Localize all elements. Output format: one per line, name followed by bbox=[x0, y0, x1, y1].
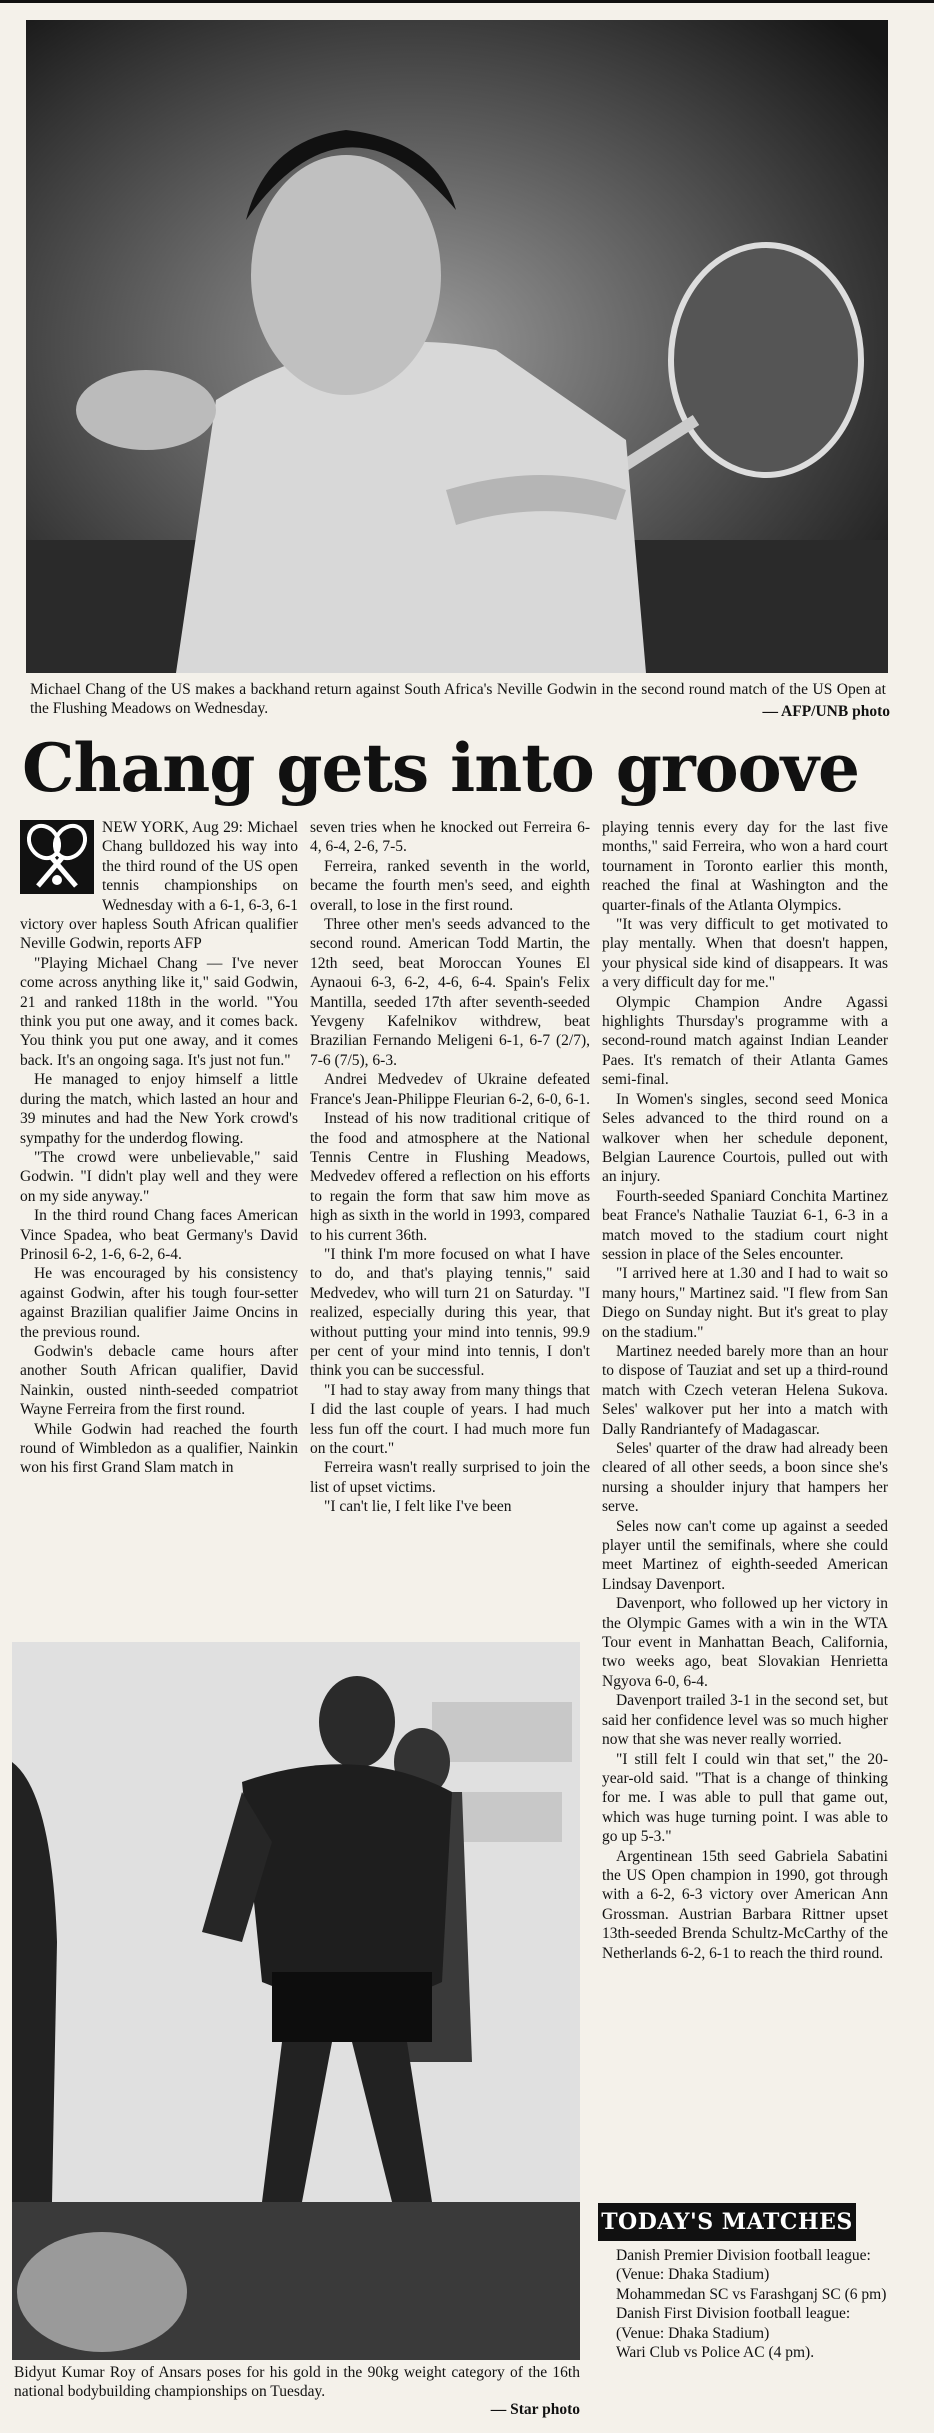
todays-matches-list bbox=[602, 2246, 888, 2362]
paragraph: "I arrived here at 1.30 and I had to wait so many hours," Martinez said. "I flew from San Diego on Sunday night. But it's great to play on the stadium." bbox=[602, 1265, 888, 1341]
top-photo-credit: — AFP/UNB photo bbox=[762, 703, 890, 720]
paragraph: Ferreira wasn't really surprised to join the list of upset victims. bbox=[310, 1459, 590, 1496]
paragraph: Three other men's seeds advanced to the second round. American Todd Martin, the 12th seed, beat Moroccan Younes El Aynaoui 6-3, 6-2, 4-6, 6-4. Spain's Felix Mantilla, seeded 17th after seventh-seeded Yevgeny Kafelnikov withdrew, beat Brazilian Fernando Meligeni 6-1, 6-7 (2/7), 7-6 (7/5), 6-3. bbox=[310, 916, 590, 1069]
paragraph: Davenport trailed 3-1 in the second set, but said her confidence level was so much higher now that she was never really worried. bbox=[602, 1692, 888, 1749]
paragraph: Davenport, who followed up her victory in the Olympic Games with a win in the WTA Tour event in Manhattan Beach, California, two weeks ago, beat Slovakian Henrietta Ngyova 6-0, 6-4. bbox=[602, 1595, 888, 1690]
paragraph: "I can't lie, I felt like I've been bbox=[324, 1498, 512, 1516]
bottom-photo-credit: — Star photo bbox=[490, 2401, 580, 2418]
paragraph: He was encouraged by his consistency against Godwin, after his tough four-setter against Brazilian qualifier Jaime Oncins in the previous round. bbox=[20, 1265, 298, 1341]
paragraph: "The crowd were unbelievable," said Godwin. "I didn't play well and they were on my side anyway." bbox=[20, 1148, 298, 1205]
paragraph: "I still felt I could win that set," the 20-year-old said. "That is a change of thinking for me. I was able to pull that game out, which was huge turning point. I was able to go up 5-3." bbox=[602, 1750, 888, 1846]
paragraph: Godwin's debacle came hours after another South African qualifier, David Nainkin, ousted ninth-seeded compatriot Wayne Ferreira from the first round. bbox=[20, 1342, 298, 1419]
match-line: (Venue: Dhaka Stadium) bbox=[616, 2266, 770, 2284]
article-column-2 bbox=[310, 818, 590, 1517]
bottom-photo bbox=[12, 1642, 580, 2360]
paragraph: seven tries when he knocked out Ferreira 6-4, 6-4, 2-6, 7-5. bbox=[310, 819, 590, 856]
article-column-1 bbox=[20, 818, 298, 1478]
match-line: (Venue: Dhaka Stadium) bbox=[616, 2324, 770, 2342]
paragraph: "It was very difficult to get motivated to play mentally. When that doesn't happen, your physical side kind of disappears. It was a very difficult day for me." bbox=[602, 916, 888, 992]
paragraph: Olympic Champion Andre Agassi highlights Thursday's programme with a second-round match against Indian Leander Paes. It's rematch of their Atlanta Games semi-final. bbox=[602, 993, 888, 1089]
paragraph: "Playing Michael Chang — I've never come across anything like it," said Godwin, 21 and ranked 118th in the world. "You think you put one away, and it comes back. You think you put one away, and it comes back. It's an ongoing saga. It's just not fun." bbox=[20, 954, 298, 1069]
tennis-rackets-icon bbox=[20, 820, 94, 894]
paragraph: NEW YORK, Aug 29: Michael Chang bulldozed his way into the third round of the US open tennis championships on Wednesday with a 6-1, 6-3, 6-1 victory over hapless South African qualifier Neville Godwin, reports AFP bbox=[20, 819, 298, 953]
paragraph: Ferreira, ranked seventh in the world, became the fourth men's seed, and eighth overall, to lose in the first round. bbox=[310, 857, 590, 914]
paragraph: Fourth-seeded Spaniard Conchita Martinez beat France's Nathalie Tauziat 6-1, 6-3 in a match moved to the stadium court night session in place of the Seles encounter. bbox=[602, 1187, 888, 1263]
paragraph: While Godwin had reached the fourth round of Wimbledon as a qualifier, Nainkin won his first Grand Slam match in bbox=[20, 1420, 298, 1477]
bottom-photo-caption: Bidyut Kumar Roy of Ansars poses for his gold in the 90kg weight category of the 16th national bodybuilding championships on Tuesday. bbox=[14, 2364, 580, 2400]
paragraph: "I had to stay away from many things that I did the last couple of years. I had much less fun off the court. I had much more fun on the court." bbox=[310, 1381, 590, 1457]
top-rule bbox=[0, 0, 934, 3]
todays-matches-title: TODAY'S MATCHES bbox=[598, 2203, 856, 2241]
match-line: Danish Premier Division football league: bbox=[616, 2247, 871, 2264]
top-photo bbox=[26, 20, 888, 673]
paragraph: In the third round Chang faces American Vince Spadea, who beat Germany's David Prinosil 6-2, 1-6, 6-2, 6-4. bbox=[20, 1207, 298, 1263]
paragraph: In Women's singles, second seed Monica Seles advanced to the third round on a walkover when her schedule deponent, Belgian Laurence Courtois, pulled out with an injury. bbox=[602, 1090, 888, 1186]
paragraph: Andrei Medvedev of Ukraine defeated France's Jean-Philippe Fleurian 6-2, 6-0, 6-1. bbox=[310, 1071, 591, 1108]
paragraph: "I think I'm more focused on what I have to do, and that's playing tennis," said Medvedev, who will turn 21 on Saturday. "I realized, especially during this year, that without putting your mind into tennis, 99.9 per cent of your mind into tennis, I don't think you can be successful. bbox=[310, 1245, 590, 1380]
paragraph: playing tennis every day for the last five months," said Ferreira, who won a hard court tournament in Toronto earlier this month, reached the final at Washington and the quarter-finals of the Atlanta Olympics. bbox=[602, 819, 888, 914]
paragraph: Argentinean 15th seed Gabriela Sabatini the US Open champion in 1990, got through with a 6-2, 6-3 victory over American Ann Grossman. Austrian Barbara Rittner upset 13th-seeded Brenda Schultz-McCarthy of the Netherlands 6-2, 6-1 to reach the third round. bbox=[602, 1847, 888, 1962]
paragraph: Instead of his now traditional critique of the food and atmosphere at the National Tennis Centre in Flushing Meadows, Medvedev offered a reflection on his efforts to regain the form that saw him move as high as sixth in the world in 1993, compared to his current 36th. bbox=[310, 1110, 590, 1244]
top-photo-caption: Michael Chang of the US makes a backhand return against South Africa's Neville Godwin in the second round match of the US Open at the Flushing Meadows on Wednesday. bbox=[30, 681, 886, 717]
paragraph: Martinez needed barely more than an hour to dispose of Tauziat and set up a third-round match with Czech veteran Helena Sukova. Seles' walkover put her into a match with Dally Randriantefy of Madagascar. bbox=[602, 1342, 888, 1438]
paragraph: He managed to enjoy himself a little during the match, which lasted an hour and 39 minutes and had the New York crowd's sympathy for the underdog flowing. bbox=[20, 1071, 298, 1147]
paragraph: Seles now can't come up against a seeded player until the semifinals, where she could meet Martinez of eighth-seeded American Lindsay Davenport. bbox=[602, 1517, 888, 1593]
article-column-3 bbox=[602, 818, 888, 1963]
match-line: Wari Club vs Police AC (4 pm). bbox=[616, 2344, 815, 2362]
paragraph: Seles' quarter of the draw had already been cleared of all other seeds, a boon since she's nursing a shoulder injury that hampers her serve. bbox=[602, 1440, 888, 1516]
match-line: Danish First Division football league: bbox=[616, 2305, 851, 2323]
match-line: Mohammedan SC vs Farashganj SC (6 pm) bbox=[616, 2285, 887, 2303]
headline: Chang gets into groove bbox=[22, 729, 859, 807]
